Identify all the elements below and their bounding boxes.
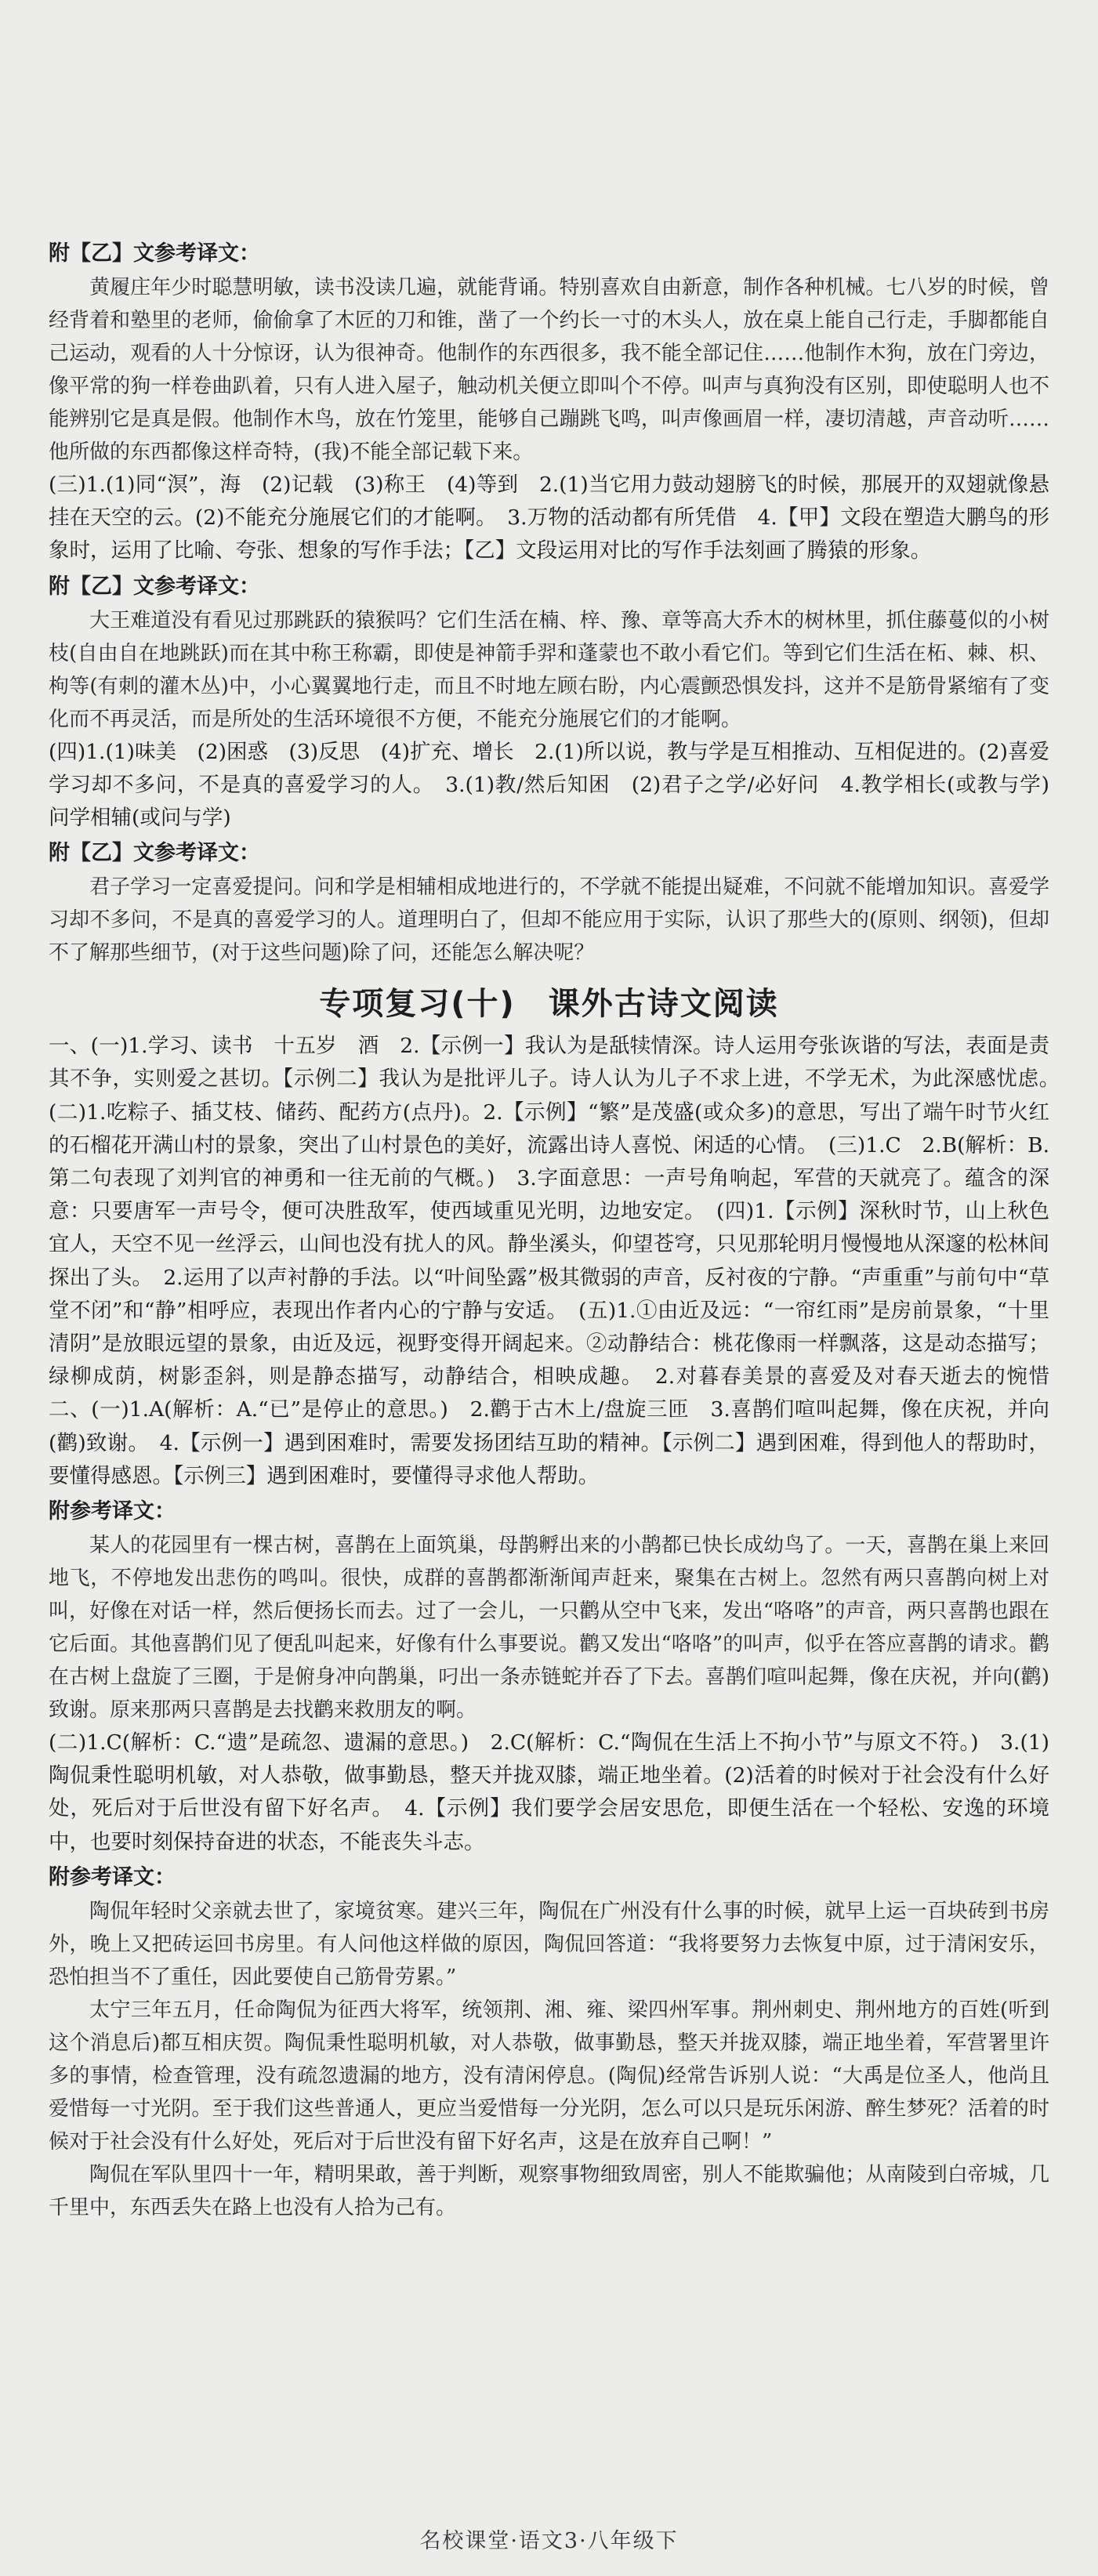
answer-block: (四)1.(1)味美 (2)困惑 (3)反思 (4)扩充、增长 2.(1)所以说，教与学是互相推动、互相促进的。(2)喜爱学习却不多问，不是真的喜爱学习的人。 3.(1)教/然后知困 (2)君子之学/必好问 4.教学相长(或教与学) 问学相辅(或问与学) xyxy=(49,739,1071,831)
translation-text: 大王难道没有看见过那跳跃的猿猴吗？它们生活在楠、梓、豫、章等高大乔木的树林里，抓住藤蔓似的小树枝(自由自在地跳跃)而在其中称王称霸，即使是神箭手羿和蓬蒙也不敢小看它们。等到它们生活在柘、棘、枳、枸等(有刺的灌木丛)中，小心翼翼地行走，而且不时地左顾右盼，内心震颤恐惧发抖，这并不是筋骨紧缩有了变化而不再灵活，而是所处的生活环境很不方便，不能充分施展它们的才能啊。 xyxy=(49,608,1049,731)
translation-text: 君子学习一定喜爱提问。问和学是相辅相成地进行的，不学就不能提出疑难，不问就不能增加知识。喜爱学习却不多问，不是真的喜爱学习的人。道理明白了，但却不能应用于实际，认识了那些大的(原则、纲领)，但却不了解那些细节，(对于这些问题)除了问，还能怎么解决呢？ xyxy=(49,875,1049,966)
answer-block: (二)1.C(解析：C.“遗”是疏忽、遗漏的意思。) 2.C(解析：C.“陶侃在生活上不拘小节”与原文不符。) 3.(1)陶侃秉性聪明机敏，对人恭敬，做事勤恳，整天并拢双膝，端正地坐着。(2)活着的时候对于社会没有什么好处，死后对于后世没有留下好名声。 4.【示例】我们要学会居安思危，即便生活在一个轻松、安逸的环境中，也要时刻保持奋进的状态，不能丧失斗志。 xyxy=(49,1730,1049,1854)
answer-block: (三)1.(1)同“溟”，海 (2)记载 (3)称王 (4)等到 2.(1)当它用力鼓动翅膀飞的时候，那展开的双翅就像悬挂在天空的云。(2)不能充分施展它们的才能啊。 3.万物的活动都有所凭借 4.【甲】文段在塑造大鹏鸟的形象时，运用了比喻、夸张、想象的写作手法；【乙】文段运用对比的写作手法刻画了腾猿的形象。 xyxy=(49,473,1049,563)
answer-block: 一、(一)1.学习、读书 十五岁 酒 2.【示例一】我认为是舐犊情深。诗人运用夸张诙谐的写法，表面是责其不争，实则爱之甚切。【示例二】我认为是批评儿子。诗人认为儿子不求上进，不学无术，为此深感忧虑。 (二)1.吃粽子、插艾枝、储药、配药方(点丹)。2.【示例】“繁”是茂盛(或众多)的意思，写出了端午时节火红的石榴花开满山村的景象，突出了山村景色的美好，流露出诗人喜悦、闲适的心情。 (三)1.C 2.B(解析：B.第二句表现了刘判官的神勇和一往无前的气概。) 3.字面意思：一声号角响起，军营的天就亮了。蕴含的深意：只要唐军一声号令，便可决胜敌军，使西域重见光明，边地安定。 (四)1.【示例】深秋时节，山上秋色宜人，天空不见一丝浮云，山间也没有扰人的风。静坐溪头，仰望苍穹，只见那轮明月慢慢地从深邃的松林间探出了头。 2.运用了以声衬静的手法。以“叶间坠露”极其微弱的声音，反衬夜的宁静。“声重重”与前句中“草堂不闭”和“静”相呼应，表现出作者内心的宁静与安适。 (五)1.①由近及远：“一帘红雨”是房前景象，“十里清阴”是放眼远望的景象，由近及远，视野变得开阔起来。②动静结合：桃花像雨一样飘落，这是动态描写；绿柳成荫，树影歪斜，则是静态描写，动静结合，相映成趣。 2.对暮春美景的喜爱及对春天逝去的惋惜 二、(一)1.A(解析：A.“已”是停止的意思。) 2.鹳于古木上/盘旋三匝 3.喜鹊们喧叫起舞，像在庆祝，并向(鹳)致谢。 4.【示例一】遇到困难时，需要发扬团结互助的精神。【示例二】遇到困难，得到他人的帮助时，要懂得感恩。【示例三】遇到困难时，要懂得寻求他人帮助。 xyxy=(49,1034,1071,1488)
translation-heading: 附【乙】文参考译文： xyxy=(49,241,260,266)
translation-heading: 附【乙】文参考译文： xyxy=(49,841,260,866)
translation-text: 陶侃在军队里四十一年，精明果敢，善于判断，观察事物细致周密，别人不能欺骗他；从南陵到白帝城，几千里中，东西丢失在路上也没有人拾为己有。 xyxy=(49,2162,1049,2219)
translation-text: 某人的花园里有一棵古树，喜鹊在上面筑巢，母鹊孵出来的小鹊都已快长成幼鸟了。一天，喜鹊在巢上来回地飞，不停地发出悲伤的鸣叫。很快，成群的喜鹊都渐渐闻声赶来，聚集在古树上。忽然有两只喜鹊向树上对叫，好像在对话一样，然后便扬长而去。过了一会儿，一只鹳从空中飞来，发出“咯咯”的声音，两只喜鹊也跟在它后面。其他喜鹊们见了便乱叫起来，好像有什么事要说。鹳又发出“咯咯”的叫声，似乎在答应喜鹊的请求。鹳在古树上盘旋了三圈，于是俯身冲向鹊巢，叼出一条赤链蛇并吞了下去。喜鹊们喧叫起舞，像在庆祝，并向(鹳)致谢。原来那两只喜鹊是去找鹳来救朋友的啊。 xyxy=(49,1534,1049,1723)
section-title: 专项复习(十) 课外古诗文阅读 xyxy=(319,986,779,1023)
page-footer: 名校课堂·语文3·八年级下 xyxy=(419,2529,679,2553)
answer-content xyxy=(49,235,1071,2224)
translation-text: 陶侃年轻时父亲就去世了，家境贫寒。建兴三年，陶侃在广州没有什么事的时候，就早上运一百块砖到书房外，晚上又把砖运回书房里。有人问他这样做的原因，陶侃回答道：“我将要努力去恢复中原，过于清闲安乐，恐怕担当不了重任，因此要使自己筋骨劳累。” xyxy=(49,1899,1049,1989)
translation-text: 黄履庄年少时聪慧明敏，读书没读几遍，就能背诵。特别喜欢自由新意，制作各种机械。七八岁的时候，曾经背着和塾里的老师，偷偷拿了木匠的刀和锥，凿了一个约长一寸的木头人，放在桌上能自己行走，手脚都能自己运动，观看的人十分惊讶，认为很神奇。他制作的东西很多，我不能全部记住……他制作木狗，放在门旁边，像平常的狗一样卷曲趴着，只有人进入屋子，触动机关便立即叫个不停。叫声与真狗没有区别，即使聪明人也不能辨别它是真是假。他制作木鸟，放在竹笼里，能够自己蹦跳飞鸣，叫声像画眉一样，凄切清越，声音动听……他所做的东西都像这样奇特，(我)不能全部记载下来。 xyxy=(49,276,1049,464)
translation-heading: 附参考译文： xyxy=(49,1499,176,1524)
translation-text: 太宁三年五月，任命陶侃为征西大将军，统领荆、湘、雍、梁四州军事。荆州刺史、荆州地方的百姓(听到这个消息后)都互相庆贺。陶侃秉性聪明机敏，对人恭敬，做事勤恳，整天并拢双膝，端正地坐着，军营署里许多的事情，检查管理，没有疏忽遗漏的地方，没有清闲停息。(陶侃)经常告诉别人说：“大禹是位圣人，他尚且爱惜每一寸光阴。至于我们这些普通人，更应当爱惜每一分光阴，怎么可以只是玩乐闲游、醉生梦死？活着的时候对于社会没有什么好处，死后对于后世没有留下好名声，这是在放弃自己啊！” xyxy=(49,1998,1049,2154)
translation-heading: 附参考译文： xyxy=(49,1864,176,1889)
translation-heading: 附【乙】文参考译文： xyxy=(49,574,260,599)
